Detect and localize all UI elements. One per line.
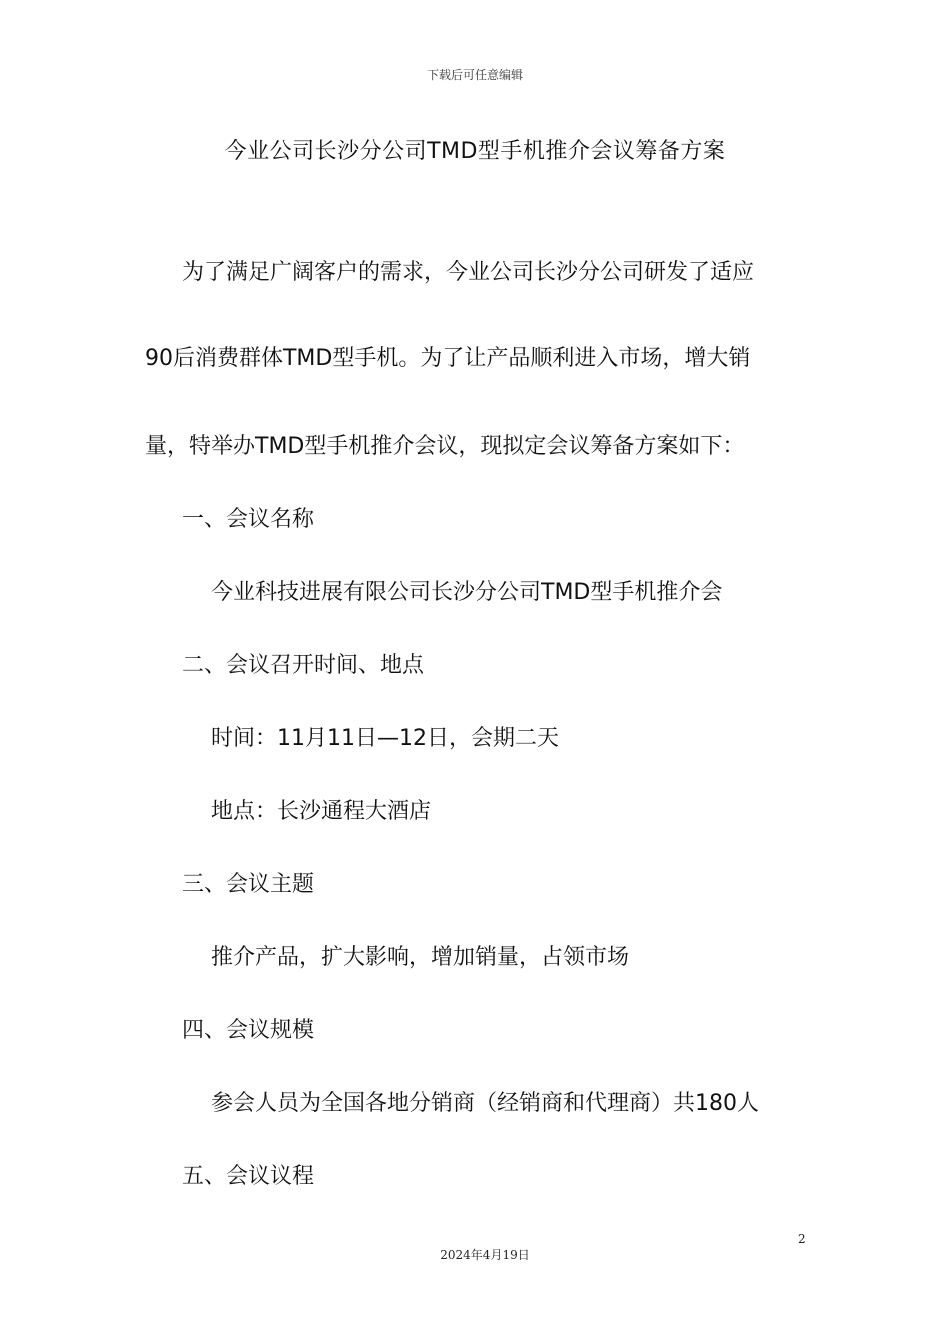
section-content-time: 时间：11月11日—12日，会期二天	[211, 726, 559, 751]
page-number: 2	[798, 1232, 806, 1246]
section-heading-agenda: 五、会议议程	[182, 1164, 315, 1189]
section-content-scale: 参会人员为全国各地分销商（经销商和代理商）共180人	[211, 1091, 759, 1116]
section-content-place: 地点：长沙通程大酒店	[211, 799, 432, 824]
section-heading-theme: 三、会议主题	[182, 872, 315, 897]
section-content-meeting-name: 今业科技进展有限公司长沙分公司TMD型手机推介会	[211, 580, 723, 605]
document-title: 今业公司长沙分公司TMD型手机推介会议筹备方案	[224, 139, 726, 164]
header-note: 下载后可任意编辑	[426, 68, 523, 82]
footer-date: 2024年4月19日	[440, 1248, 530, 1262]
intro-line-1: 为了满足广阔客户的需求，今业公司长沙分公司研发了适应	[182, 260, 755, 285]
intro-line-3: 量，特举办TMD型手机推介会议，现拟定会议筹备方案如下：	[145, 434, 745, 459]
section-heading-scale: 四、会议规模	[182, 1018, 315, 1043]
intro-line-2: 90后消费群体TMD型手机。为了让产品顺利进入市场，增大销	[145, 346, 751, 371]
section-heading-time-place: 二、会议召开时间、地点	[182, 653, 425, 678]
section-heading-meeting-name: 一、会议名称	[182, 507, 315, 532]
section-content-theme: 推介产品，扩大影响，增加销量，占领市场	[211, 945, 630, 970]
